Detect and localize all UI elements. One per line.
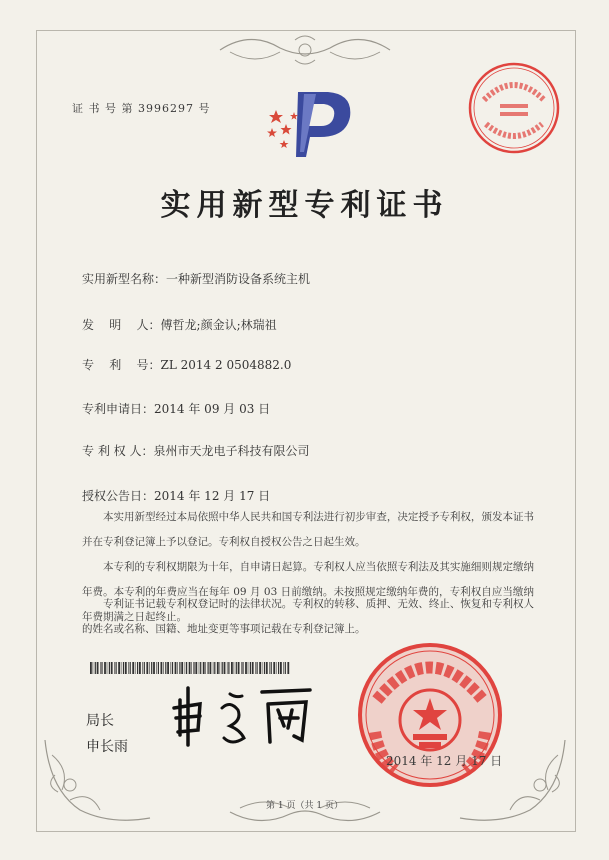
filing-date-value: 2014 年 09 月 03 日	[154, 402, 271, 416]
patent-number-label: 专 利 号：	[82, 358, 161, 372]
utility-model-name-label: 实用新型名称：	[82, 272, 167, 286]
director-signature	[170, 680, 320, 750]
utility-model-name-row	[82, 270, 310, 287]
patent-number-value: ZL 2014 2 0504882.0	[160, 358, 292, 372]
body-paragraph-3: 专利证书记载专利权登记时的法律状况。专利权的转移、质押、无效、终止、恢复和专利权人的姓名或名称、国籍、地址变更等事项记载在专利登记簿上。	[82, 598, 534, 635]
body-paragraph-2: 本专利的专利权期限为十年，自申请日起算。专利权人应当依照专利法及其实施细则规定缴纳年费。本专利的年费应当在每年 09 月 03 日前缴纳。未按照规定缴纳年费的，专利权自应当缴纳年费期满之日起终止。	[82, 561, 534, 623]
sipo-logo	[258, 82, 358, 162]
announcement-date-row	[82, 487, 270, 504]
patent-number-row	[82, 356, 291, 373]
body-paragraph-1: 本实用新型经过本局依照中华人民共和国专利法进行初步审查，决定授予专利权，颁发本证书并在专利登记簿上予以登记。专利权自授权公告之日起生效。	[82, 511, 534, 548]
inventor-row	[82, 316, 277, 333]
director-name: 申长雨	[86, 739, 128, 755]
certificate-number: 证 书 号 第 3996297 号	[72, 102, 211, 115]
filing-date-row	[82, 400, 270, 417]
inventor-label: 发 明 人：	[82, 318, 161, 332]
patentee-value: 泉州市天龙电子科技有限公司	[153, 444, 310, 458]
patentee-label: 专 利 权 人：	[82, 444, 154, 458]
page-number: 第 1 页（共 1 页）	[266, 801, 343, 811]
utility-model-name-value: 一种新型消防设备系统主机	[166, 272, 311, 286]
page-title: 实用新型专利证书	[160, 188, 449, 223]
announcement-date-value: 2014 年 12 月 17 日	[154, 489, 271, 503]
inventor-value: 傅哲龙;颜金认;林瑞祖	[160, 318, 277, 332]
top-ornament	[210, 30, 400, 70]
seal-date: 2014 年 12 月 17 日	[386, 754, 503, 768]
director-title: 局长	[86, 713, 114, 729]
filing-date-label: 专利申请日：	[82, 402, 155, 416]
barcode-icon	[90, 662, 290, 674]
patentee-row	[82, 442, 309, 459]
announcement-date-label: 授权公告日：	[82, 489, 155, 503]
agency-seal-icon	[466, 60, 562, 156]
